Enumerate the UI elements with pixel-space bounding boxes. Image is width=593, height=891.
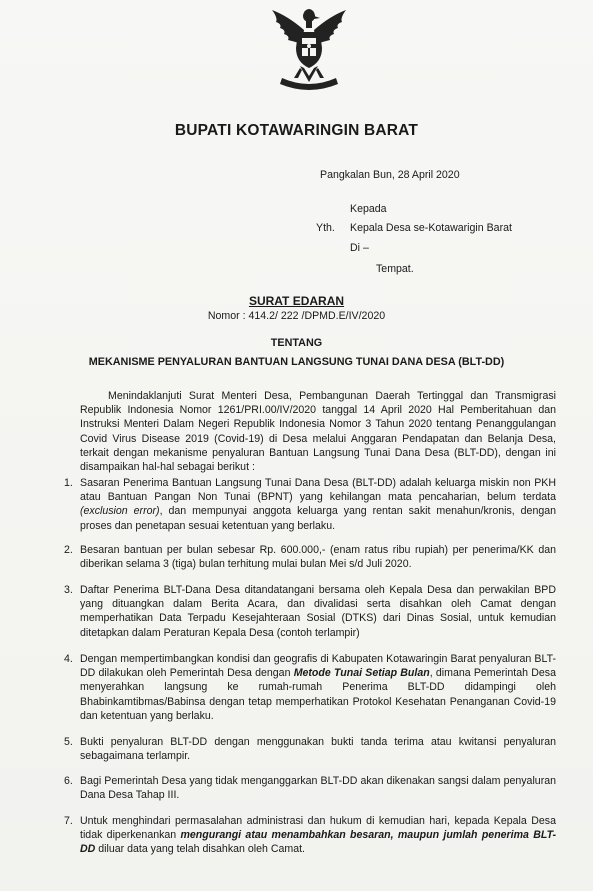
list-item-2: Besaran bantuan per bulan sebesar Rp. 600.000,- (enam ratus ribu rupiah) per penerima/KK dan diberikan selama 3 (tiga) bulan terhitung mulai bulan Mei s/d Juli 2020.: [80, 544, 556, 571]
recipient-yth: Yth.: [316, 222, 335, 234]
garuda-emblem-icon: [268, 4, 350, 96]
item-number: 2.: [64, 544, 73, 556]
item-number: 3.: [64, 584, 73, 596]
list-item-5: Bukti penyaluran BLT-DD dengan menggunakan bukti tanda terima atau kwitansi penyaluran sebagaimana terlampir.: [80, 736, 556, 763]
recipient-name: Kepala Desa se-Kotawarigin Barat: [350, 222, 512, 234]
letterhead-title: BUPATI KOTAWARINGIN BARAT: [174, 122, 419, 139]
item-number: 6.: [64, 775, 73, 787]
item-number: 4.: [64, 653, 73, 665]
subject-title: MEKANISME PENYALURAN BANTUAN LANGSUNG TUNAI DANA DESA (BLT-DD): [88, 356, 505, 368]
list-item-1: Sasaran Penerima Bantuan Langsung Tunai Dana Desa (BLT-DD) adalah keluarga miskin non PKH atau Bantuan Pangan Non Tunai (BPNT) yang kehilangan mata pencaharian, belum terdata (exclusion error), dan mempunyai anggota keluarga yang rentan sakit menahun/kronis, dengan proses dan penetapan sesuai ketentuan yang berlaku.: [80, 477, 557, 532]
item-number: 7.: [64, 815, 73, 827]
list-item-6: Bagi Pemerintah Desa yang tidak menganggarkan BLT-DD akan dikenakan sangsi dalam penyaluran Dana Desa Tahap III.: [80, 775, 556, 802]
place-date: Pangkalan Bun, 28 April 2020: [320, 169, 460, 181]
item-number: 5.: [64, 736, 73, 748]
intro-paragraph: Menindaklanjuti Surat Menteri Desa, Pembangunan Daerah Tertinggal dan Transmigrasi Republik Indonesia Nomor 1261/PRI.00/IV/2020 tanggal 14 April 2020 Hal Pemberitahuan dan Instruksi Menteri Dalam Negeri Republik Indonesia Nomor 3 Tahun 2020 tentang Penanggulangan Covid Virus Disease 2019 (Covid-19) di Desa melalui Anggaran Pendapatan dan Belanja Desa, terkait dengan mekanisme penyaluran Bantuan Langsung Tunai Dana Desa (BLT-DD), dengan ini disampaikan hal-hal sebagai berikut :: [80, 390, 556, 474]
list-item-7: Untuk menghindari permasalahan administrasi dan hukum di kemudian hari, kepada Kepala Desa tidak diperkenankan mengurangi atau menambahkan besaran, maupun jumlah penerima BLT-DD diluar data yang telah disahkan oleh Camat.: [80, 815, 556, 856]
document-type-title: SURAT EDARAN: [248, 294, 345, 308]
tentang-label: TENTANG: [270, 337, 323, 349]
item-number: 1.: [64, 477, 73, 489]
recipient-kepada: Kepada: [350, 203, 387, 215]
document-number: Nomor : 414.2/ 222 /DPMD.E/IV/2020: [207, 310, 386, 322]
recipient-di: Di –: [350, 242, 369, 254]
list-item-3: Daftar Penerima BLT-Dana Desa ditandatangani bersama oleh Kepala Desa dan perwakilan BPD yang dituangkan dalam Berita Acara, dan divalidasi serta disahkan oleh Camat dengan memperhatikan Data Terpadu Kesejahteraan Sosial (DTKS) dari Dinas Sosial, untuk kemudian ditetapkan dalam Peraturan Kepala Desa (contoh terlampir): [80, 584, 556, 639]
list-item-4: Dengan mempertimbangkan kondisi dan geografis di Kabupaten Kotawaringin Barat penyaluran BLT-DD dilakukan oleh Pemerintah Desa dengan Metode Tunai Setiap Bulan, dimana Pemerintah Desa menyerahkan langsung ke rumah-rumah Penerima BLT-DD didampingi oleh Bhabinkamtibmas/Babinsa dengan tetap memperhatikan Protokol Kesehatan Penanganan Covid-19 dan ketentuan yang berlaku.: [80, 653, 556, 722]
recipient-tempat: Tempat.: [376, 263, 414, 275]
